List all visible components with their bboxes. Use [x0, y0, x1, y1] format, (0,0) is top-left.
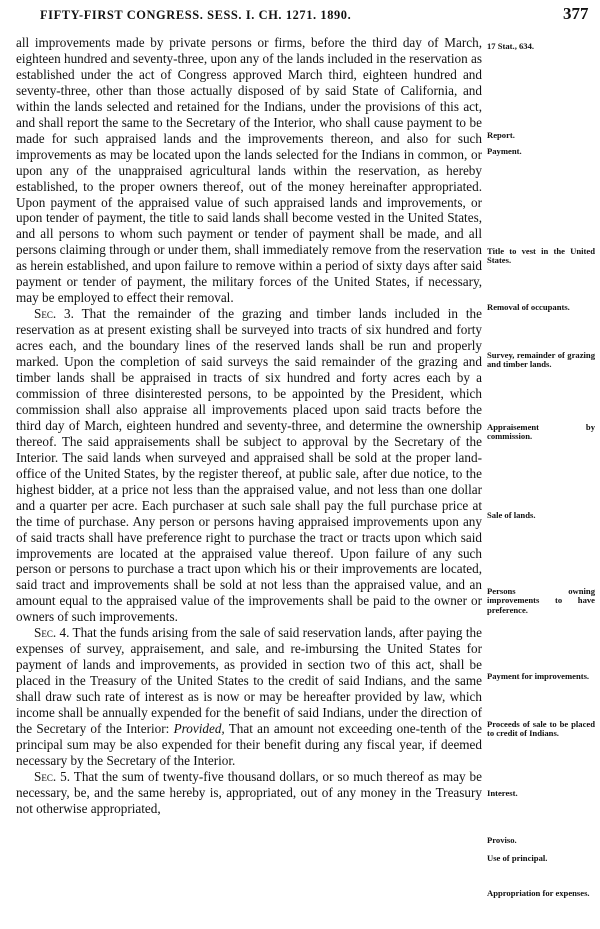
margin-note-use-principal: Use of principal.: [487, 853, 548, 863]
paragraph-continued: [16, 35, 482, 306]
section-text: That the funds arising from the sale of said reservation lands, after paying the expenses of survey, appraisement, and sale, and re-imbursing the United States for payment of lands and improvements, as provided in section two of this act, shall be placed in the Treasury of the United States to the credit of said Indians, and the same shall draw such rate of interest as is now or may be hereafter provided by law, which income shall be annually expended for the benefit of said Indians, under the direction of the Secretary of the Interior:: [16, 625, 482, 736]
section-text: That an amount not exceeding one-tenth of the principal sum may be also expended for their benefit during any fiscal year, if deemed necessary by the Secretary of the Interior.: [16, 720, 483, 768]
margin-note-stat-ref: 17 Stat., 634.: [487, 41, 535, 51]
running-head: FIFTY-FIRST CONGRESS. SESS. I. CH. 1271. 1890.: [40, 8, 352, 22]
margin-note-payment-improvements: Payment for improvements.: [487, 671, 590, 681]
section-5: [16, 769, 482, 817]
margin-note-appraisement: Appraisement by commission.: [487, 422, 595, 442]
margin-note-report: Report.: [487, 130, 515, 140]
statute-body: [16, 35, 482, 817]
proviso-word: Provided,: [173, 720, 225, 736]
margin-note-removal: Removal of occupants.: [487, 302, 570, 312]
section-label: Sec. 5.: [34, 768, 71, 784]
margin-note-interest: Interest.: [487, 788, 518, 798]
margin-note-sale-lands: Sale of lands.: [487, 510, 536, 520]
margin-note-appropriation: Appropriation for expenses.: [487, 888, 590, 898]
section-text: That the sum of twenty-five thousand dollars, or so much thereof as may be necessary, be, and the same hereby is, appropriated, out of any money in the Treasury not otherwise appropriated,: [16, 768, 482, 816]
margin-note-survey: Survey, remainder of grazing and timber lands.: [487, 350, 595, 370]
section-label: Sec. 3.: [34, 306, 74, 322]
page-number: 377: [563, 4, 589, 23]
margin-note-payment: Payment.: [487, 146, 522, 156]
margin-note-persons-owning: Persons owning improvements to have preference.: [487, 586, 595, 615]
paragraph-text: all improvements made by private persons or firms, before the third day of March, eighteen hundred and seventy-three, upon any of the lands included in the reservation as established under the act of Congress approved March third, eighteen hundred and seventy-three, other than those actually disposed of by said State of California, and within the lands selected and retained for the Indians, under the provisions of this act, and shall report the same to the Secretary of the Interior, who shall cause payment to be made for such appraised lands and the improvements thereon, and also for such improvements as may be located upon the lands selected for the Indians in common, or upon any of the unappraised agricultural lands within the reservation, as hereby established, to the proper owners thereof, out of the money hereinafter appropriated. Upon payment of the appraised value of such appraised lands and improvements, or upon tender of payment, the title to said lands shall become vested in the United States, and all persons to whom such payment or tender of payment shall be made, and all persons claiming through or under them, shall immediately remove from the reservation as herein established, and upon failure to remove within a period of sixty days after said payment or tender of payment, the military forces of the United States, if necessary, may be employed to effect their removal.: [16, 35, 482, 306]
section-text: That the remainder of the grazing and timber lands included in the reservation as at present existing shall be surveyed into tracts of six hundred and forty acres each, and the boundary lines of the reserved lands shall be run and properly marked. Upon the completion of said surveys the said remainder of the grazing and timber lands shall be appraised in tracts of six hundred and forty acres each by a commission of three disinterested persons, to be appointed by the President, which commission shall also appraise all improvements placed upon said tracts before the third day of March, eighteen hundred and seventy-three, and determine the ownership thereof. The said appraisements shall be subject to approval by the Secretary of the Interior. The said lands when surveyed and appraised shall be sold at the proper land-office of the United States, by the register thereof, at public sale, after due notice, to the highest bidder, at a price not less than the appraised value, and not less than one dollar and a quarter per acre. Each purchaser at such sale shall pay the full purchase price at the time of purchase. Any person or persons having appraised improvements upon any of said tracts shall have preference right to purchase the tract or tracts upon which said improvements are located at the appraised value thereof. Upon failure of any such person or persons to purchase a tract upon which his or their improvements are located, said tract and improvements shall be sold at not less than the appraised value, and an amount equal to the appraised value of the improvements shall be paid to the owner or owners of such improvements.: [16, 306, 482, 625]
margin-note-title-vest: Title to vest in the United States.: [487, 246, 595, 266]
section-3: [16, 306, 482, 625]
margin-note-proviso: Proviso.: [487, 835, 517, 845]
page-header: [0, 4, 600, 32]
margin-note-proceeds: Proceeds of sale to be placed to credit of Indians.: [487, 719, 595, 739]
section-4: [16, 625, 482, 769]
section-label: Sec. 4.: [34, 625, 70, 641]
